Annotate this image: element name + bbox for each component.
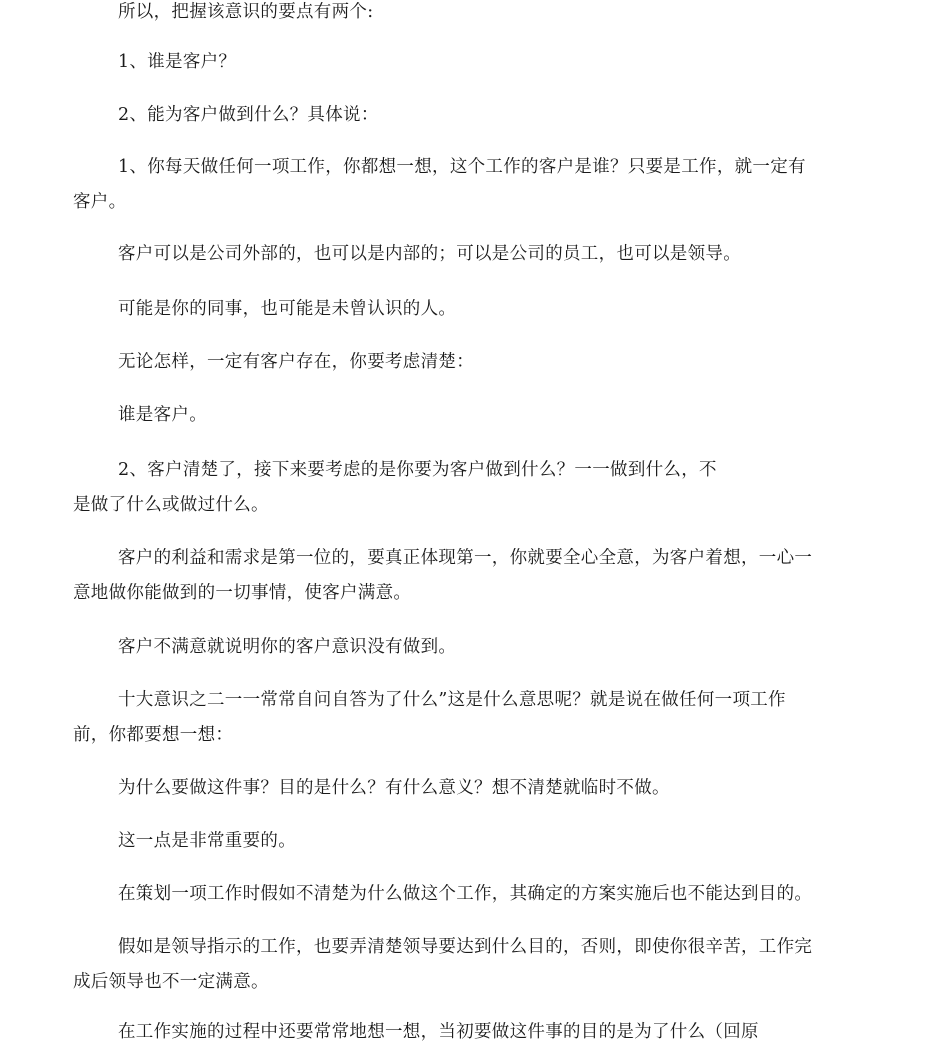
paragraph-15 — [73, 877, 848, 912]
paragraph-13 — [73, 771, 848, 806]
paragraph-line: 客户的利益和需求是第一位的，要真正体现第一，你就要全心全意，为客户着想，一心一 — [118, 548, 813, 568]
paragraph-line: 成后领导也不一定满意。 — [73, 972, 269, 992]
paragraph-line: 十大意识之二一一常常自问自答为了什么”这是什么意思呢？就是说在做任何一项工作 — [118, 690, 786, 710]
paragraph-17 — [73, 1015, 848, 1050]
paragraph-line: 客户不满意就说明你的客户意识没有做到。 — [118, 637, 457, 657]
paragraph-9 — [73, 453, 848, 523]
paragraph-4 — [73, 150, 848, 220]
paragraph-3 — [73, 98, 848, 133]
paragraph-2 — [73, 45, 848, 80]
paragraph-11 — [73, 630, 848, 665]
paragraph-line: 在策划一项工作时假如不清楚为什么做这个工作，其确定的方案实施后也不能达到目的。 — [118, 884, 813, 904]
paragraph-line: 1、你每天做任何一项工作，你都想一想，这个工作的客户是谁？只要是工作，就一定有 — [118, 157, 806, 177]
paragraph-line: 2、能为客户做到什么？具体说： — [118, 105, 379, 125]
paragraph-7 — [73, 345, 848, 380]
paragraph-line: 可能是你的同事，也可能是未曾认识的人。 — [118, 299, 457, 319]
paragraph-line: 这一点是非常重要的。 — [118, 831, 296, 851]
paragraph-line: 为什么要做这件事？目的是什么？有什么意义？想不清楚就临时不做。 — [118, 778, 670, 798]
paragraph-10 — [73, 541, 848, 611]
paragraph-line: 无论怎样，一定有客户存在，你要考虑清楚： — [118, 352, 474, 372]
paragraph-line: 假如是领导指示的工作，也要弄清楚领导要达到什么目的，否则，即使你很辛苦，工作完 — [118, 937, 813, 957]
paragraph-line: 在工作实施的过程中还要常常地想一想，当初要做这件事的目的是为了什么（回原 — [118, 1022, 759, 1042]
paragraph-line: 是做了什么或做过什么。 — [73, 495, 269, 515]
paragraph-14 — [73, 824, 848, 859]
paragraph-16 — [73, 930, 848, 1000]
paragraph-6 — [73, 292, 848, 327]
paragraph-line: 1、谁是客户？ — [118, 52, 237, 72]
paragraph-line: 客户可以是公司外部的，也可以是内部的；可以是公司的员工，也可以是领导。 — [118, 244, 741, 264]
paragraph-8 — [73, 398, 848, 433]
paragraph-12 — [73, 683, 848, 753]
paragraph-line: 前，你都要想一想： — [73, 725, 234, 745]
paragraph-line: 2、客户清楚了，接下来要考虑的是你要为客户做到什么？一一做到什么，不 — [118, 460, 717, 480]
paragraph-line: 谁是客户。 — [118, 405, 207, 425]
paragraph-5 — [73, 237, 848, 272]
paragraph-line: 所以，把握该意识的要点有两个: — [118, 2, 374, 22]
paragraph-line: 客户。 — [73, 192, 127, 212]
paragraph-line: 意地做你能做到的一切事情，使客户满意。 — [73, 583, 412, 603]
paragraph-1 — [73, 0, 848, 30]
